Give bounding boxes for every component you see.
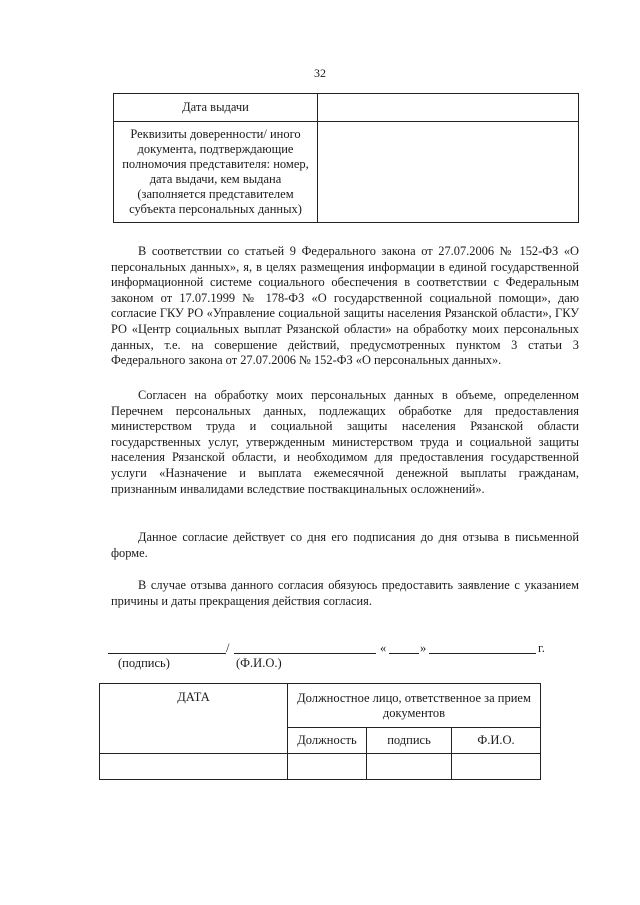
day-blank	[389, 653, 419, 654]
fio-column-header: Ф.И.О.	[452, 728, 541, 754]
power-of-attorney-value	[318, 122, 579, 223]
year-suffix: г.	[538, 641, 545, 655]
signature-caption: (подпись)	[118, 656, 170, 670]
acceptance-table	[99, 683, 541, 780]
signature-line	[108, 639, 548, 657]
quote-close: »	[420, 641, 427, 655]
signature-blank	[108, 653, 226, 654]
position-cell-empty	[288, 754, 367, 780]
issue-date-label: Дата выдачи	[114, 94, 318, 122]
validity-paragraph: Данное согласие действует со дня его подписания до дня отзыва в письменной форме.	[111, 530, 579, 560]
slash-separator: /	[226, 641, 230, 655]
page-number: 32	[314, 66, 326, 80]
signature-labels	[108, 656, 548, 672]
table-row	[100, 684, 541, 728]
representative-info-table	[113, 93, 579, 223]
month-year-blank	[429, 653, 536, 654]
official-header: Должностное лицо, ответственное за прием документов	[288, 684, 541, 728]
date-cell-empty	[100, 754, 288, 780]
consent-main-paragraph: В соответствии со статьей 9 Федерального закона от 27.07.2006 № 152-ФЗ «О персональных данных», я, в целях размещения информации в единой государственной информационной системе социального обеспечения в соответствии с Федеральным законом от 17.07.1999 № 178-ФЗ «О государственной социальной помощи», даю согласие ГКУ РО «Управление социальной защиты населения Рязанской области», ГКУ РО «Центр социальных выплат Рязанской области» на обработку моих персональных данных, т.е. на совершение действий, предусмотренных пунктом 3 статьи 3 Федерального закона от 27.07.2006 № 152-ФЗ «О персональных данных».	[111, 244, 579, 368]
signature-column-header: подпись	[367, 728, 452, 754]
table-row	[114, 122, 579, 223]
withdrawal-paragraph: В случае отзыва данного согласия обязуюсь предоставить заявление с указанием причины и даты прекращения действия согласия.	[111, 578, 579, 608]
fio-cell-empty	[452, 754, 541, 780]
consent-scope-paragraph: Согласен на обработку моих персональных данных в объеме, определенном Перечнем персональных данных, подлежащих обработке для предоставления министерством труда и социальной защиты населения Рязанской области государственных услуг, утвержденным министерством труда и социальной защиты населения Рязанской области, и необходимом для предоставления государственной услуги «Назначение и выплата ежемесячной денежной выплаты гражданам, признанным инвалидами вследствие поствакцинальных осложнений».	[111, 388, 579, 496]
fio-blank	[234, 653, 376, 654]
issue-date-value	[318, 94, 579, 122]
fio-caption: (Ф.И.О.)	[236, 656, 282, 670]
signature-cell-empty	[367, 754, 452, 780]
quote-open: «	[380, 641, 387, 655]
position-column-header: Должность	[288, 728, 367, 754]
table-row	[100, 754, 541, 780]
date-header: ДАТА	[100, 684, 288, 754]
table-row	[114, 94, 579, 122]
power-of-attorney-label: Реквизиты доверенности/ иного документа, подтверждающие полномочия представителя: номер, дата выдачи, кем выдана (заполняется представителем субъекта персональных данных)	[114, 122, 318, 223]
